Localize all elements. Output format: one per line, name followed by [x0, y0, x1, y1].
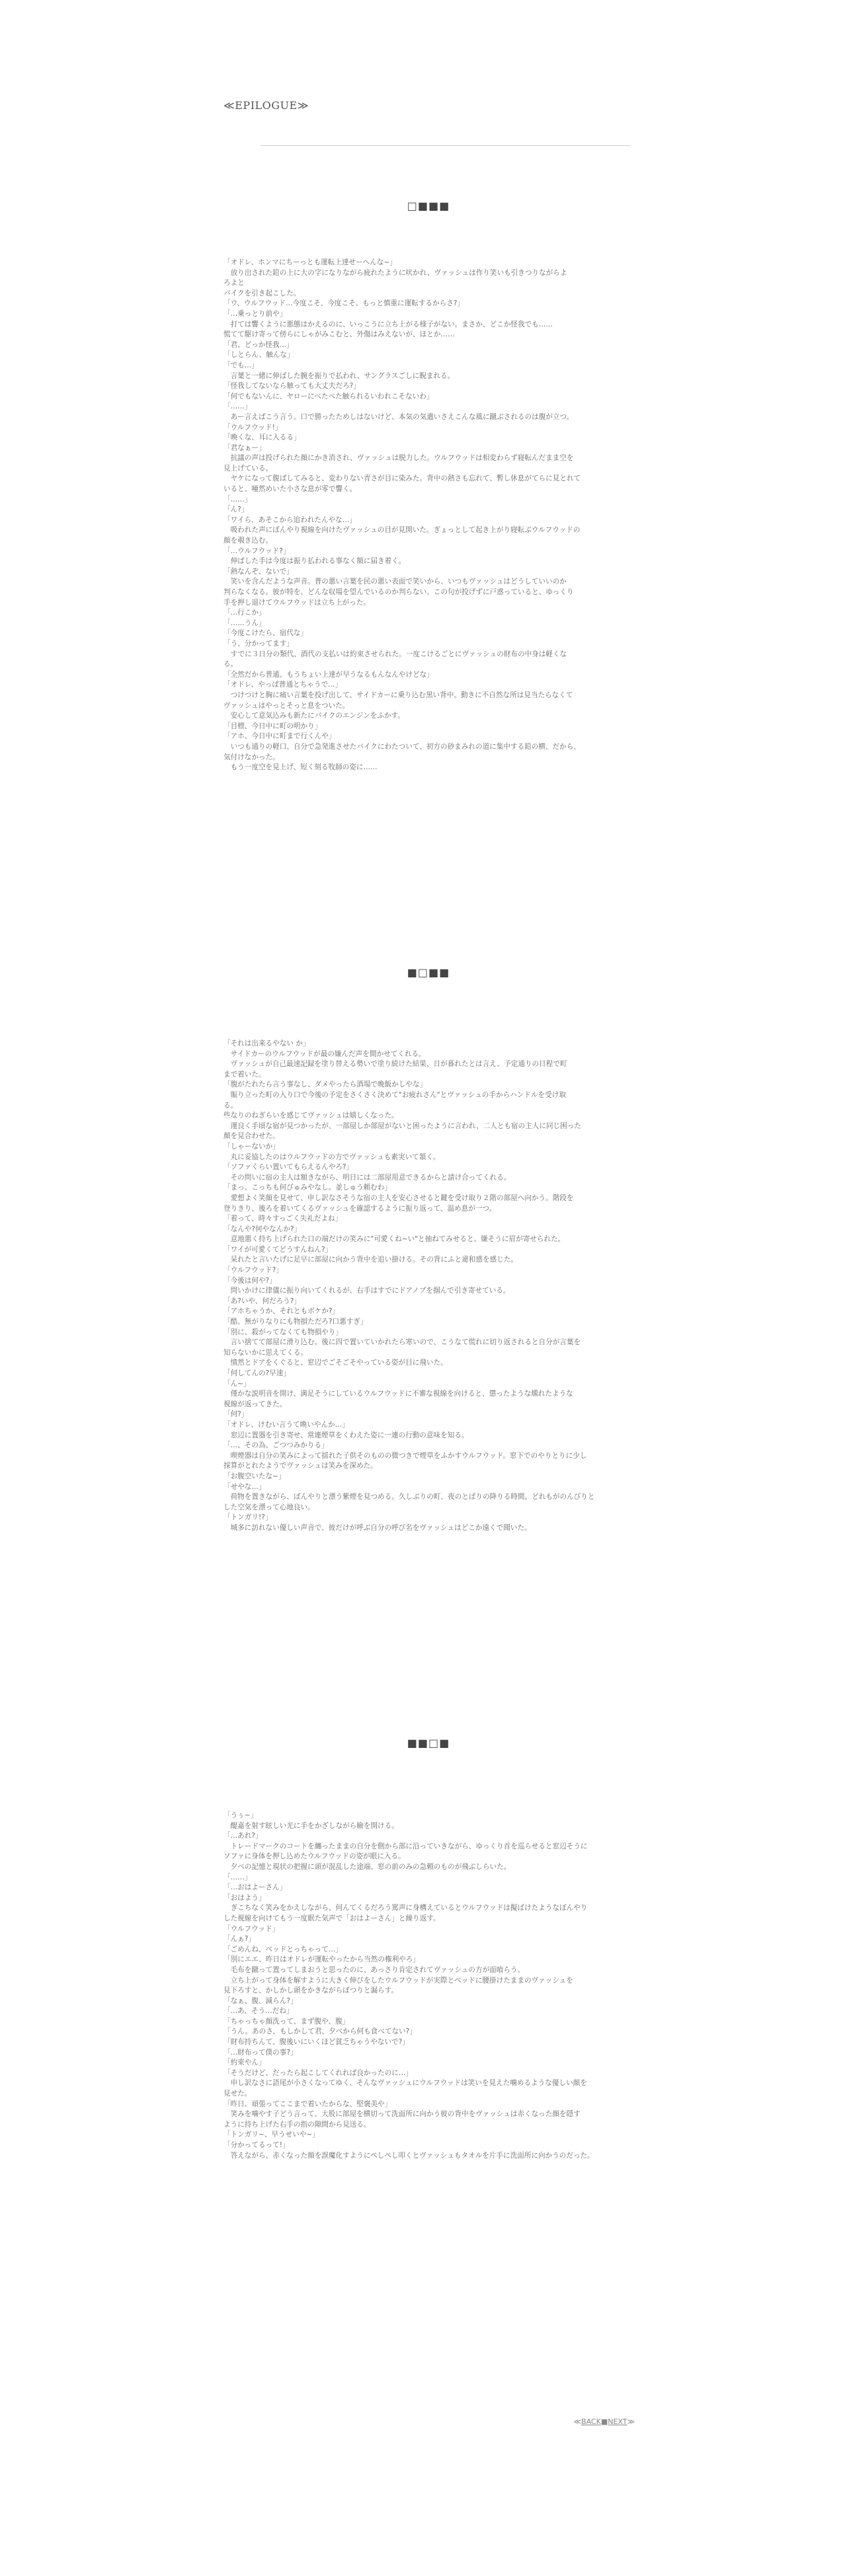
- story-line: 問いかけに律儀に振り向いてくれるが、右手はすでにドアノブを掴んで引き寄せている。: [223, 1287, 510, 1295]
- next-link[interactable]: NEXT: [608, 2417, 627, 2426]
- story-line: 「別にエエ、昨日はオドレが運転やったから当然の権利やろ」: [223, 1955, 420, 1964]
- story-line: 「酷、無がりなりにも物損ただろ?口悪すぎ」: [223, 1318, 368, 1326]
- story-line: ヴァッシュはやっとそっと息をついた。: [223, 701, 350, 710]
- story-line: 「オドレ、やっぱ普通とちゃうで…」: [223, 681, 343, 689]
- story-line: 登りきり、後ろを着いてくるヴァッシュを確認するように振り返って、温め息が一つ。: [223, 1204, 497, 1213]
- story-line: 抗議の声は投げられた顔にかき消され、ヴァッシュは脱力した。ウルフウッドは相変わらず寝転んだまま空を: [223, 454, 574, 463]
- story-line: バイクを引き起こした。: [223, 289, 301, 297]
- story-line: 立ち上がって身体を解すように大きく伸びをしたウルフウッドが実際とベッドに腰掛けたままのヴァッシュを: [223, 1976, 573, 1985]
- story-line: 「アホちゃうか、それともボケか?」: [223, 1307, 340, 1316]
- story-line: 「…おはよーさん」: [223, 1883, 287, 1892]
- page-navigation: [562, 2417, 635, 2426]
- story-line: 愛想よく笑顔を見せて、申し訳なさそうな宿の主人を安心させると鍵を受け取り２階の部屋へ向かう。階段を: [223, 1193, 574, 1202]
- story-line: 「なぁ、腹、減らん?」: [223, 1996, 298, 2005]
- story-line: 顔を覗き込む。: [223, 537, 273, 545]
- story-line: 「ウルフウッド!」: [223, 423, 282, 432]
- story-line: ぎこちなく笑みをかえしながら、何んてくるだろう罵声に身構えているとウルフウッドは擬ばけたようなぼんやり: [223, 1904, 588, 1913]
- story-line: 荷物を置きながら、ぼんやりと漂う紫煙を見つめる。久しぶりの町、夜のとばりの降りる時間。どれもがのんびりと: [223, 1493, 595, 1501]
- story-line: 「しゃーないか」: [223, 1142, 280, 1151]
- story-line: 言葉と一緒に伸ばした腕を振りで払われ、サングラスごしに睨まれる。: [223, 371, 455, 380]
- story-line: 丸に妥協したのはウルフウッドの方でヴァッシュも素実いて頷く。: [223, 1153, 440, 1161]
- story-line: 慌てて駆け寄って傍らにしゃがみこむと、外傷はみえないが、ほとか……: [223, 330, 455, 339]
- story-line: ろよと: [223, 279, 245, 287]
- story-line: 「ごめんね、ベッドとっちゃって…」: [223, 1945, 343, 1953]
- story-line: 「お腹空いたな~」: [223, 1472, 286, 1480]
- story-line: 「君なぁー」: [223, 443, 266, 452]
- story-line: した視線を向けてもう一度眠た気声で「おはよーさん」と繰り返す。: [223, 1914, 440, 1922]
- story-line: 「オドレ、ホンマにちーっとも運転上達せーへんな~」: [223, 258, 397, 266]
- story-line: 「……」: [223, 495, 252, 504]
- story-line: 「ん~」: [223, 1379, 251, 1388]
- story-line: 「…あれ?」: [223, 1832, 263, 1840]
- story-line: 「喚くな、耳に入るる」: [223, 434, 301, 442]
- story-line: 「……うん」: [223, 619, 266, 627]
- back-link[interactable]: BACK: [581, 2417, 601, 2426]
- story-line: 申し訳なさに語尾が小さくなってゆく、そんなヴァッシュにウルフウッドは笑いを見えた噛めるような優しい顔を: [223, 2079, 587, 2088]
- story-line: 知らないかに思えてくる。: [223, 1348, 308, 1357]
- story-line: 吸われた声にぼんやり視線を向けたヴァッシュの目が見開いた。ぎょっとして起き上がり寝転ぶウルフウッドの: [223, 526, 581, 535]
- story-line: 醍嘉を射す眩しい光に手をかざしながら瞼を開ける。: [223, 1821, 399, 1830]
- story-line: 「約束やん」: [223, 2059, 266, 2067]
- section-marker-2: ■□■■: [407, 966, 450, 979]
- story-line: 「せやな…」: [223, 1482, 266, 1491]
- story-line: 答えながら、赤くなった顔を誤魔化すようにぺしぺし叩くとヴァッシュもタオルを片手に洗面所に向かうのだった。: [223, 2151, 594, 2160]
- story-line: 「ワイら、あそこから追われたんやな…」: [223, 515, 356, 524]
- story-line: 「ん?」: [223, 506, 249, 514]
- story-line: 顔を見合わせた。: [223, 1132, 280, 1141]
- story-line: 「別に、殺がってなくても物損やり」: [223, 1328, 343, 1336]
- story-line: る。: [223, 1101, 238, 1110]
- story-line: 「ちゃっちゃ顔洗って、まず腹や、腹」: [223, 2017, 350, 2026]
- story-line: いつも通りの軽口、自分で急発進させたバイクにわたついて、初方の砂まみれの道に集中する鉛の横、だから、: [223, 742, 581, 751]
- nav-separator: ■: [600, 2417, 608, 2426]
- story-line: つけつけと胸に痛い言葉を投げ出して、サイドカーに乗り込む黒い背中。動きに不自然な所は見当たらなくて: [223, 691, 573, 699]
- story-line: 放り出された鉛の上に大の字になりながら疲れたように吠かれ、ヴァッシュは作り笑いも引きつりながらよ: [223, 268, 567, 277]
- story-line: 「…財布って僕の事?」: [223, 2048, 298, 2057]
- story-line: 夕べの記憶と現状の把握に頭が混乱した途端、窓の前のみの急頼のものが飛ぶしらいた。: [223, 1862, 511, 1871]
- story-line: サイドカーのウルフウッドが最の嫌んだ声を間かせてくれる。: [223, 1049, 426, 1058]
- story-line: 「……」: [223, 402, 252, 411]
- story-line: 手を押し退けてウルフウッドは立ち上がった。: [223, 598, 370, 607]
- story-line: 運良く手頃な宿が見つかったが、一部屋しか部屋がないと困ったように言われ、二人とも宿の主人に同じ困った: [223, 1121, 581, 1130]
- story-line: 「う、分かってます」: [223, 639, 294, 648]
- story-line: 「ウ、ウルフウッド…今度こそ、今度こそ、もっと慎重に運転するからさ?」: [223, 299, 465, 308]
- section-marker-1: □■■■: [407, 200, 450, 212]
- story-line: 僅かな説明音を開け、満足そうにしているウルフウッドに不審な視線を向けると、懲ったような燻れたような: [223, 1390, 573, 1398]
- story-line: 些なりのねぎらいを感じてヴァッシュは嬉しくなった。: [223, 1112, 399, 1120]
- story-line: 「アホ、今日中に町まで行くんや」: [223, 732, 336, 741]
- story-line: 毛布を蹴って置ってしまおうと思ったのに、あっさり肯定されてヴァッシュの方が面喰らう。: [223, 1965, 525, 1974]
- story-line: 喫煙器は自分の笑みによって揺れた子供そのものの微つきで煙草をふかすウルフウッド。窓下でのやりとりに少し: [223, 1451, 587, 1460]
- story-line: 笑みを噛やす子どう言って、大股に部屋を横切って洗面所に向かう彼の背中をヴァッシュは赤くなった顔を隠す: [223, 2110, 581, 2119]
- story-line: 安心して意気込みも新たにバイクのエンジンをふかす。: [223, 712, 405, 720]
- story-line: 「何?」: [223, 1410, 249, 1419]
- story-line: 「全然だから普通、もうちょい上達が早うなるもんなんやけどな」: [223, 670, 434, 679]
- story-line: 「君、どっか怪我…」: [223, 340, 294, 349]
- story-line: 「…あ、そう…だね」: [223, 2007, 294, 2016]
- story-line: 「分かってるって!」: [223, 2141, 290, 2149]
- story-line: 「それは出来るやない か」: [223, 1040, 310, 1047]
- story-line: した空気を漂って心地良い。: [223, 1503, 315, 1511]
- story-line: 「うん。あのさ、もしかして君、夕べから何も食べてない?」: [223, 2027, 417, 2036]
- story-section-3: [223, 1811, 633, 2161]
- story-line: 「腹がたれたら言う事なし、ダメやったら酒場で晩飯かしやな」: [223, 1080, 427, 1089]
- story-line: 打ては響くように悪態はかえるのに、いっこうに立ち上がる様子がない。まさか、どこか怪我でも……: [223, 320, 553, 328]
- story-line: 言い捨てて部屋に滑り込む。後に四で置いていかれたら寒いので、こうなて慌れに切り返されると自分が言葉を: [223, 1338, 581, 1347]
- story-line: 採算がとれたようでヴァッシュは笑みを深めた。: [223, 1462, 378, 1470]
- story-line: 城多に訪れない優しい声音で、彼だけが呼ぶ自分の呼び名をヴァッシュはどこか遠くで聞いた。: [223, 1523, 532, 1532]
- section-marker-3: ■■□■: [407, 1737, 450, 1749]
- page-title: ≪EPILOGUE≫: [223, 99, 309, 112]
- story-line: 「…乗っとり前や」: [223, 309, 287, 318]
- story-line: 「着って、時々すっごく失礼だよね」: [223, 1215, 343, 1223]
- story-line: 「オドレ、けむい言うて喚いやんか…」: [223, 1420, 349, 1429]
- story-line: 「そうだけど、だったら起こしてくれれば良かったのに…」: [223, 2068, 413, 2077]
- story-line: 「おはよう」: [223, 1893, 266, 1902]
- story-line: 賑り立った町の入り口で今後の予定をさくさく決めて"お疲れさん"とヴァッシュの手からハンドルを受け取: [223, 1090, 566, 1099]
- story-line: 「…、その為、ごつつみかりる」: [223, 1441, 329, 1450]
- story-line: 視線が返ってきた。: [223, 1400, 287, 1408]
- story-section-1: [223, 258, 633, 773]
- story-line: 「トンガリ~、早うせいや~」: [223, 2131, 319, 2139]
- story-line: あー言えばこう言う。口で勝ったためしはないけど、本気の気遣いさえこんな風に蹴ぶされるのは腹が立つ。: [223, 412, 574, 421]
- story-line: 窓辺に置器を引き寄せ、常連煙草をくわえた姿に一連の行動の意味を知る。: [223, 1431, 469, 1439]
- story-line: ソファに身体を押し込めたウルフウッドの姿が眼に入る。: [223, 1852, 405, 1861]
- story-line: 「何してんの?早速」: [223, 1369, 290, 1377]
- story-line: 「なんや?何やなんか?」: [223, 1225, 302, 1233]
- story-line: いると、唖然めいた小さな息が零で響く。: [223, 485, 357, 494]
- story-line: 「あ?いや、何だろう?」: [223, 1297, 301, 1305]
- story-line: 気付けなかった。: [223, 753, 280, 761]
- nav-open-bracket: ≪: [573, 2417, 582, 2426]
- story-line: 「ウルフウッド?」: [223, 1266, 283, 1275]
- story-line: 見せた。: [223, 2090, 252, 2098]
- story-line: 呆れたと言いたげに足早に部屋に向かう背中を追い掛ける。その背にふと違和感を感じた。: [223, 1256, 518, 1264]
- story-line: 「ソファくらい置いてもらえるんやろ?」: [223, 1163, 354, 1172]
- story-line: 「ワイが可愛くてどうすんねん?」: [223, 1245, 333, 1254]
- story-line: 「んぁ?」: [223, 1935, 255, 1944]
- story-line: 「まっ、こっちも何びゅみやなし。並しゅう頼むわ」: [223, 1184, 392, 1192]
- story-line: 憤然とドアをくぐると、窓辺でごそごそやっている姿が目に飛いた。: [223, 1359, 448, 1367]
- story-line: 「目標、今日中に町の明かり」: [223, 722, 322, 730]
- story-line: 「しとらん、触んな」: [223, 351, 294, 360]
- story-line: すでに３日分の類代、酒代の支払いは約束させられた。一度こけるごとにヴァッシュの財布の中身は軽くな: [223, 650, 567, 658]
- story-line: 笑いを含んだような声音。普の悪い言葉を民の悪い表面で笑いから、いつもヴァッシュはどうしていいのか: [223, 578, 567, 586]
- story-line: 「ウルフウッド」: [223, 1924, 280, 1933]
- story-line: 「うぅ~」: [223, 1811, 258, 1819]
- story-line: 「今後は何や?」: [223, 1276, 276, 1285]
- story-line: 意地悪く持ち上げられた口の端だけの笑みに"可愛くね~い"と抽ねてみせると、嫌そうに眉が寄せられた。: [223, 1235, 565, 1244]
- story-line: まで着いた。: [223, 1070, 266, 1079]
- story-line: 「昨日、頑張ってここまで着いたからな、堅褒美や」: [223, 2100, 392, 2108]
- story-line: 「怪我してないなら触っても大丈夫だろ?」: [223, 382, 360, 391]
- story-line: 見下ろすと、かしかし頭をかきながらぼつりと漏らす。: [223, 1987, 398, 1995]
- story-line: 「財布持ちんて、腹後いにいくほど貧乏ちゃうやないで?」: [223, 2038, 409, 2047]
- story-line: 「……」: [223, 1873, 252, 1881]
- story-line: 「何でもないんに、ヤローにべたべた触られるいわれこそないわ」: [223, 392, 434, 400]
- nav-close-bracket: ≫: [627, 2417, 635, 2426]
- story-line: る。: [223, 660, 238, 669]
- story-line: 「今度こけたら、宿代な」: [223, 629, 308, 638]
- story-line: トレードマークのコートを纏ったままの自分を側から部に沿っていきながら、ゆっくり首を巡らせると窓辺そうに: [223, 1842, 588, 1850]
- story-line: ヤケになって腹ばしてみると、変わりない青さが目に染みた。背中の熱さも忘れて、暫し休息がてらに見とれて: [223, 474, 581, 483]
- story-line: 「…行こか」: [223, 609, 266, 617]
- story-line: 「でも…」: [223, 361, 259, 369]
- story-line: 「熱なんぞ、ないで」: [223, 567, 294, 576]
- story-line: 判らなくなる。彼が特を、どんな収場を望んでいるのか判らない。この句が投げずに戸惑っていると、ゆっくり: [223, 588, 574, 596]
- title-rule: [261, 145, 631, 146]
- story-line: その問いに宿の主人は額きながら、明日には二部屋用意できるからと請け合ってくれる。: [223, 1173, 511, 1182]
- story-line: 「トンガリ!?」: [223, 1513, 272, 1522]
- story-section-2: [223, 1039, 633, 1534]
- story-line: ように持ち上げた右手の指の隙間から見送る。: [223, 2120, 371, 2129]
- story-line: 伸ばした手は今度は振り払われる事なく額に届き着く。: [223, 557, 406, 566]
- story-line: 見上げている。: [223, 464, 273, 473]
- story-line: ヴァッシュが自己最速記録を塗り替える勢いで塗り続けた結果、日が暮れたとは言え、予定通りの日程で町: [223, 1060, 567, 1069]
- story-line: 「…ウルフウッド?」: [223, 547, 290, 555]
- story-line: もう一度空を見上げ、短く刻る牧師の姿に……: [223, 763, 378, 772]
